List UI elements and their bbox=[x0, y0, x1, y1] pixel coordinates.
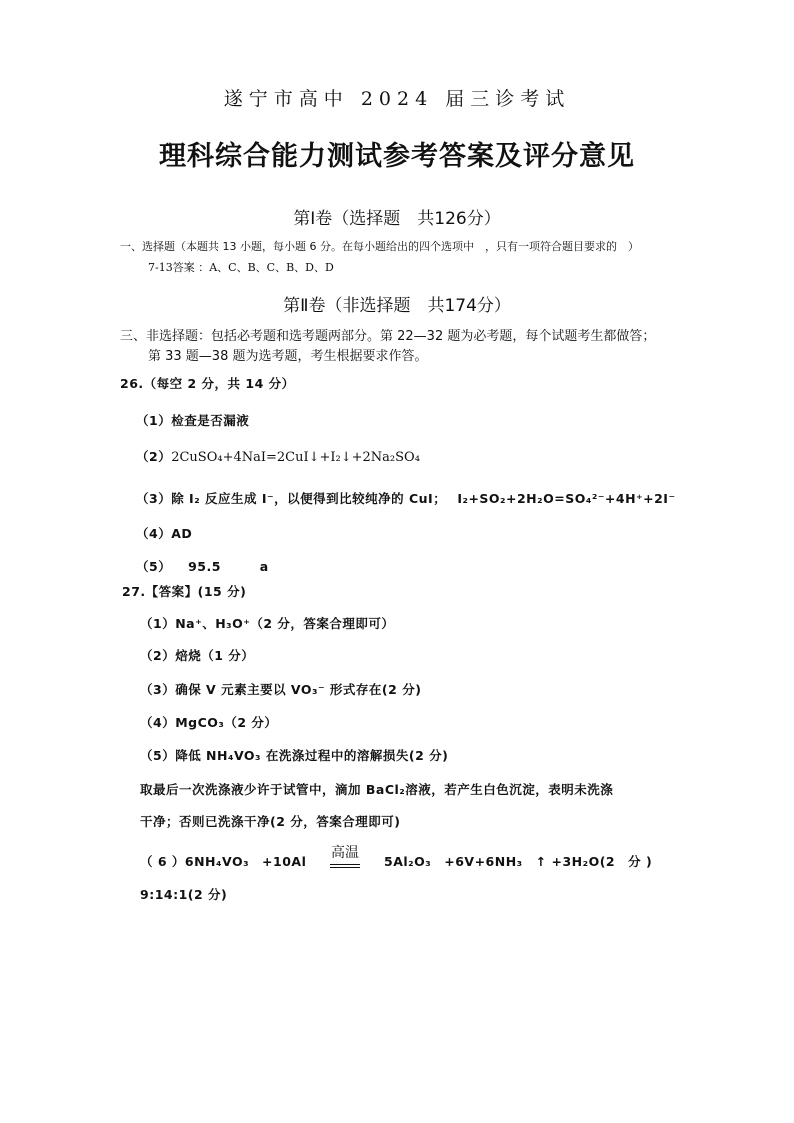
q26-answer-5-label: （5） bbox=[136, 559, 172, 574]
document-title: 理科综合能力测试参考答案及评分意见 bbox=[159, 141, 635, 172]
q26-answer-3-equation: I₂+SO₂+2H₂O=SO₄²⁻+4H⁺+2I⁻ bbox=[457, 491, 676, 506]
q26-answer-2-equation: 2CuSO₄+4NaI=2CuI↓+I₂↓+2Na₂SO₄ bbox=[171, 450, 420, 465]
q26-answer-4: （4）AD bbox=[136, 526, 193, 541]
q26-answer-5-value: 95.5 bbox=[188, 559, 221, 574]
reaction-equals-sign bbox=[330, 864, 360, 868]
q26-answer-2 bbox=[136, 446, 420, 465]
reaction-condition-label: 高温 bbox=[331, 845, 359, 861]
reaction-condition bbox=[330, 842, 360, 868]
q27-answer-6-left: （ 6 ）6NH₄VO₃ +10Al bbox=[140, 854, 307, 869]
q26-answer-5 bbox=[136, 557, 269, 575]
q27-answer-4: （4）MgCO₃（2 分） bbox=[140, 715, 278, 730]
q26-answer-3 bbox=[136, 488, 676, 507]
q27-answer-5-note-line2: 干净；否则已洗涤干净(2 分，答案合理即可) bbox=[140, 814, 401, 829]
q27-header: 27.【答案】(15 分) bbox=[122, 584, 247, 599]
part1-answers: 7-13答案 ：A、C、B、C、B、D、D bbox=[148, 261, 334, 274]
q27-answer-5-note-line1: 取最后一次洗涤液少许于试管中，滴加 BaCl₂溶液，若产生白色沉淀，表明未洗涤 bbox=[140, 782, 614, 797]
part1-heading: 第Ⅰ卷（选择题 共126分） bbox=[293, 209, 501, 229]
part2-intro-line1: 三、非选择题：包括必考题和选考题两部分。第 22—32 题为必考题，每个试题考生都做答； bbox=[120, 329, 656, 344]
q27-answer-6-right: 5Al₂O₃ +6V+6NH₃ ↑ +3H₂O(2 分 ) bbox=[384, 854, 653, 869]
q26-answer-5-extra: a bbox=[259, 559, 269, 574]
q26-answer-3-text: （3）除 I₂ 反应生成 I⁻，以便得到比较纯净的 CuI； bbox=[136, 491, 447, 506]
q27-answer-5: （5）降低 NH₄VO₃ 在洗涤过程中的溶解损失(2 分) bbox=[140, 748, 449, 763]
part1-instruction: 一、选择题（本题共 13 小题，每小题 6 分。在每小题给出的四个选项中 ，只有一项符合题目要求的 ） bbox=[120, 240, 639, 253]
q27-answer-3: （3）确保 V 元素主要以 VO₃⁻ 形式存在(2 分) bbox=[140, 682, 422, 697]
q26-answer-1: （1）检查是否漏液 bbox=[136, 413, 250, 428]
part2-heading: 第Ⅱ卷（非选择题 共174分） bbox=[283, 296, 511, 316]
part2-intro-line2: 第 33 题—38 题为选考题，考生根据要求作答。 bbox=[148, 349, 428, 364]
q26-answer-2-label: （2） bbox=[136, 449, 172, 464]
q26-header: 26.（每空 2 分，共 14 分） bbox=[120, 376, 295, 391]
exam-title: 遂宁市高中 2024 届三诊考试 bbox=[223, 88, 571, 110]
q27-answer-6-ratio: 9:14:1(2 分) bbox=[140, 887, 228, 902]
q27-answer-1: （1）Na⁺、H₃O⁺（2 分，答案合理即可） bbox=[140, 616, 395, 631]
q27-answer-2: （2）焙烧（1 分） bbox=[140, 648, 255, 663]
